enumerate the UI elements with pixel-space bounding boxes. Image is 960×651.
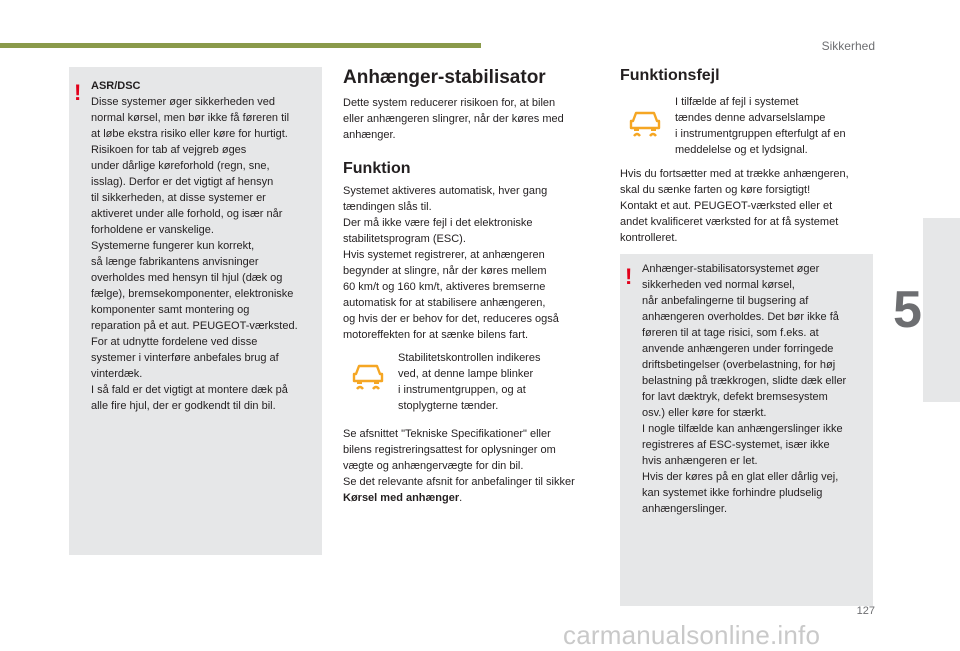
fault-body-paragraph: Hvis du fortsætter med at trække anhængeren, skal du sænke farten og køre forsigtigt! Kontakt et aut. PEUGEOT-værksted eller et andet kvalificeret værksted for at få systemet kontrolleret. [620, 168, 849, 244]
asr-dsc-text [91, 78, 319, 414]
funktion-text [343, 183, 608, 343]
chapter-tab [923, 218, 960, 402]
fault-body-text [620, 166, 880, 246]
page-title: Anhænger-stabilisator [343, 67, 546, 88]
stability-control-icon [348, 360, 388, 392]
funktionsfejl-heading: Funktionsfejl [620, 67, 720, 84]
funktion-heading: Funktion [343, 160, 411, 177]
trailer-warning-text [642, 261, 870, 517]
intro-paragraph: Dette system reducerer risikoen for, at bilen eller anhængeren slingrer, når der køres med anhænger. [343, 97, 564, 141]
chapter-number: 5 [893, 281, 922, 339]
trailer-warning-paragraph: Anhænger-stabilisatorsystemet øger sikkerheden ved normal kørsel, når anbefalingerne til bugsering af anhængeren overholdes. Det bør ikke få føreren til at tage risici, som f.eks. at anvende anhængeren under forringede driftsbetingelser (overbelastning, for høj belastning på trækkrogen, slidte dæk eller for lavt dæktryk, defekt bremsesystem osv.) eller køre for stærkt. I nogle tilfælde kan anhængerslinger ikke registreres af ESC-systemet, især ikke hvis anhængeren er let. Hvis der køres på en glat eller dårlig vej, kan systemet ikke forhindre pludselig anhængerslinger. [642, 263, 847, 515]
watermark: carmanualsonline.info [563, 620, 821, 650]
asr-dsc-title: ASR/DSC [91, 80, 141, 92]
reference-text [343, 426, 608, 506]
stability-control-icon [625, 107, 665, 139]
reference-body: Se afsnittet "Tekniske Specifikationer" eller bilens registreringsattest for oplysninger om vægte og anhængervægte for din bil. Se det relevante afsnit for anbefalinger til sikker [343, 428, 575, 488]
lamp-text [398, 350, 598, 414]
section-title: Sikkerhed [821, 39, 875, 53]
warning-exclamation-icon: ! [625, 264, 633, 289]
warning-exclamation-icon: ! [74, 80, 82, 105]
reference-paragraph [343, 426, 608, 506]
header-accent-bar [0, 43, 481, 48]
funktion-paragraph: Systemet aktiveres automatisk, hver gang tændingen slås til. Der må ikke være fejl i det elektroniske stabilitetsprogram (ESC). Hvis systemet registrerer, at anhængeren begynder at slingre, når der køres mellem 60 km/t og 160 km/t, aktiveres bremserne automatisk for at stabilisere anhængeren, og hvis der er behov for det, reduceres også motoreffekten for at sænke bilens fart. [343, 185, 559, 341]
fault-lamp-text [675, 94, 875, 158]
fault-lamp-paragraph: I tilfælde af fejl i systemet tændes denne advarselslampe i instrumentgruppen efterfulgt af en meddelelse og et lydsignal. [675, 96, 846, 156]
reference-link-text: Kørsel med anhænger [343, 492, 460, 504]
reference-end: . [459, 492, 463, 504]
page-number: 127 [856, 605, 875, 617]
lamp-paragraph: Stabilitetskontrollen indikeres ved, at denne lampe blinker i instrumentgruppen, og at stoplygterne tænder. [398, 352, 541, 412]
intro-text [343, 95, 603, 143]
asr-dsc-body: Disse systemer øger sikkerheden ved normal kørsel, men bør ikke få føreren til at løbe ekstra risiko eller køre for hurtigt. Risikoen for tab af vejgreb øges under dårlige køreforhold (regn, sne, isslag). Derfor er det vigtigt af hensyn til sikkerheden, at disse systemer er aktiveret under alle forhold, og især når forholdene er vanskelige. Systemerne fungerer kun korrekt, så længe fabrikantens anvisninger overholdes med hensyn til hjul (dæk og fælge), bremsekomponenter, elektroniske komponenter samt montering og reparation på et aut. PEUGEOT-værksted. For at udnytte fordelene ved disse systemer i vinterføre anbefales brug af vinterdæk. I så fald er det vigtigt at montere dæk på alle fire hjul, der er godkendt til din bil. [91, 96, 298, 412]
